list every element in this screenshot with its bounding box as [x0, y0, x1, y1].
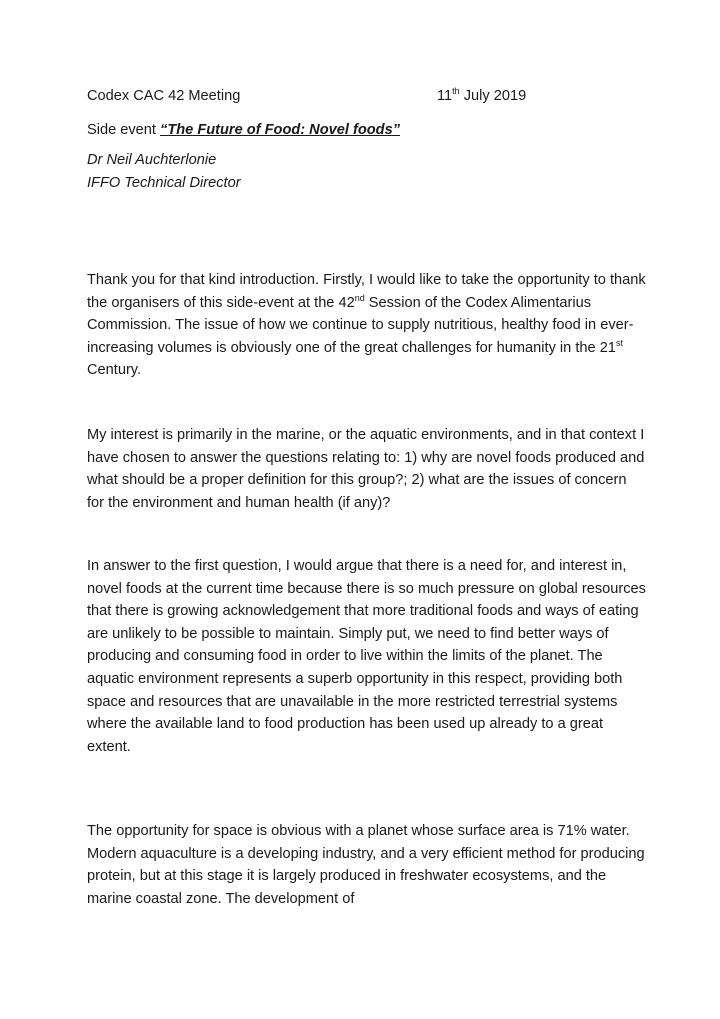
p1-text-c: Century.	[87, 362, 142, 379]
side-event-line	[87, 122, 400, 138]
document-header	[87, 88, 647, 110]
p1-sup-ordinal-2: st	[615, 337, 623, 348]
meeting-title: Codex CAC 42 Meeting	[87, 88, 241, 104]
author-name: Dr Neil Auchterlonie	[87, 152, 217, 168]
side-event-title: “The Future of Food: Novel foods”	[160, 122, 400, 138]
paragraph-4: The opportunity for space is obvious with a planet whose surface area is 71% water. Modern aquaculture is a developing industry, and a very efficient method for producing protein, but at this stage it is largely produced in freshwater ecosystems, and the marine coastal zone. The development of	[87, 823, 645, 907]
date-ordinal: th	[452, 86, 460, 97]
p1-sup-ordinal-1: nd	[354, 292, 365, 303]
author-role: IFFO Technical Director	[87, 175, 241, 191]
meeting-date	[437, 88, 526, 104]
p1-text-a: Thank you for that kind introduction. Firstly, I would like to take the opportunity to thank the organisers of this side-event at the 42	[87, 272, 646, 311]
date-month-year: July 2019	[459, 88, 527, 104]
p1-text-b: Session of the Codex Alimentarius Commission. The issue of how we continue to supply nutritious, healthy food in ever-increasing volumes is obviously one of the great challenges for humanity in the 21	[87, 294, 634, 356]
side-event-prefix: Side event	[87, 122, 161, 138]
paragraph-1	[87, 269, 647, 382]
date-day: 11	[437, 88, 453, 104]
paragraph-3: In answer to the first question, I would argue that there is a need for, and interest in, novel foods at the current time because there is so much pressure on global resources that there is growing acknowledgement that more traditional foods and ways of eating are unlikely to be possible to maintain. Simply put, we need to find better ways of producing and consuming food in order to live within the limits of the planet. The aquatic environment represents a superb opportunity in this respect, providing both space and resources that are unavailable in the more restricted terrestrial systems where the available land to food production has been used up already to a great extent.	[87, 558, 646, 755]
paragraph-2: My interest is primarily in the marine, or the aquatic environments, and in that context I have chosen to answer the questions relating to: 1) why are novel foods produced and what should be a proper definition for this group?; 2) what are the issues of concern for the environment and human health (if any)?	[87, 427, 645, 511]
